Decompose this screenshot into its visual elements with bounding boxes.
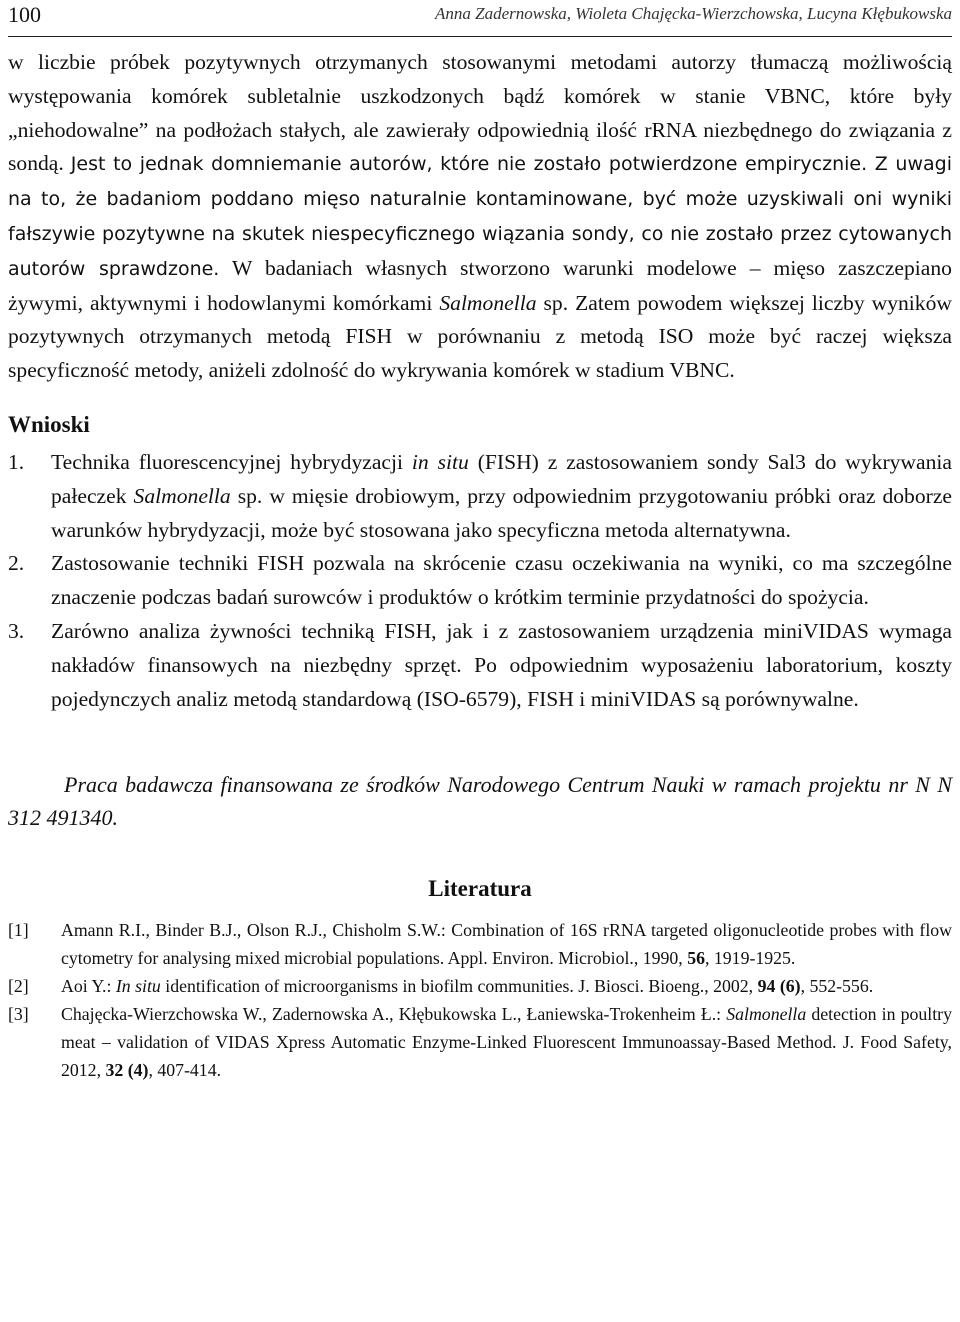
intro-text-1: w liczbie próbek pozytywnych otrzymanych stosowanymi metodami autorzy tłumaczą możliwością występowania komórek subletalnie uszkodzonych bądź komórek w stanie VBNC, które były „niehodowalne” na podłożach stałych, ale zawierały odpowiednią ilość rRNA niezbędnego do związania z sondą. [8,50,952,176]
conclusions-list [8,446,952,716]
page-body [8,46,952,1084]
conclusion-number: 1. [8,449,25,474]
reference-volume: 94 (6) [757,976,801,997]
reference-number: [2] [8,976,29,997]
reference-list [8,916,952,1084]
conclusion-number: 2. [8,551,25,576]
reference-text: detection in poultry meat – validation of VIDAS Xpress Automatic Enzyme-Linked Fluorescent Immunoassay-Based Method. J. Food Safety, 2012, [61,1004,952,1081]
genus-name: Salmonella [439,290,537,315]
intro-text-2: Jest to jednak domniemanie autorów, które nie zostało potwierdzone empirycznie. Z uwagi na to, że badaniom poddano mięso naturalnie kontaminowane, być może uzyskiwali oni wyniki fałszywie pozytywne na skutek niespecyficznego wiązania sondy, co nie zostało przez cytowanych autorów sprawdzone. [8,153,952,280]
conclusion-text: Technika fluorescencyjnej hybrydyzacji [51,449,404,474]
reference-text: identification of microorganisms in biofilm communities. J. Biosci. Bioeng., 2002, [165,976,754,997]
intro-text-3b: sp. Zatem powodem większej liczby wyników pozytywnych otrzymanych metodą FISH w porównaniu z metodą ISO może być raczej większa specyficzność metody, aniżeli zdolność do wykrywania komórek w stadium VBNC. [8,290,952,383]
funding-note: Praca badawcza finansowana ze środków Narodowego Centrum Nauki w ramach projektu nr N N 312 491340. [8,772,952,831]
reference-item [8,916,952,972]
reference-item [8,1000,952,1084]
conclusion-text: Zastosowanie techniki FISH pozwala na skrócenie czasu oczekiwania na wyniki, co ma szczególne znaczenie podczas badań surowców i produktów o krótkim terminie przydatności do spożycia. [51,551,952,610]
reference-text: Aoi Y.: [61,976,112,997]
conclusion-italic: in situ [411,449,469,474]
conclusion-number: 3. [8,618,25,643]
reference-volume: 56 [687,948,705,969]
reference-number: [1] [8,920,29,941]
reference-volume: 32 (4) [105,1060,149,1081]
reference-text: , 407-414. [148,1060,222,1081]
conclusion-item [8,547,952,615]
conclusion-item [8,615,952,716]
running-head: Anna Zadernowska, Wioleta Chajęcka-Wierzchowska, Lucyna Kłębukowska [434,4,952,23]
reference-text: Amann R.I., Binder B.J., Olson R.J., Chisholm S.W.: Combination of 16S rRNA targeted oligonucleotide probes with flow cytometry for analysing mixed microbial populations. Appl. Environ. Microbiol., 1990, [61,920,952,969]
page-number: 100 [8,2,41,27]
intro-paragraph [8,46,952,388]
reference-number: [3] [8,1004,29,1025]
conclusion-text: Zarówno analiza żywności techniką FISH, jak i z zastosowaniem urządzenia miniVIDAS wymaga nakładów finansowych na niezbędny sprzęt. Po odpowiednim wyposażeniu laboratorium, koszty pojedynczych analiz metodą standardową (ISO-6579), FISH i miniVIDAS są porównywalne. [51,618,952,711]
reference-italic: In situ [115,976,161,997]
reference-text: , 1919-1925. [705,948,796,969]
reference-text: , 552-556. [800,976,874,997]
reference-item [8,972,952,1000]
intro-text-3a: W badaniach własnych stworzono warunki modelowe – mięso zaszczepiano żywymi, aktywnymi i hodowlanymi komórkami [8,255,952,315]
reference-text: Chajęcka-Wierzchowska W., Zadernowska A., Kłębukowska L., Łaniewska-Trokenheim Ł.: [61,1004,722,1025]
conclusion-text: (FISH) z zastosowaniem sondy Sal3 do wykrywania pałeczek [51,449,952,508]
conclusion-text: sp. w mięsie drobiowym, przy odpowiednim przygotowaniu próbki oraz doborze warunków hybrydyzacji, może być stosowana jako specyficzna metoda alternatywna. [51,483,952,542]
conclusion-item [8,446,952,547]
literature-heading: Literatura [428,876,532,902]
page-header [8,0,952,37]
conclusion-italic: Salmonella [133,483,231,508]
conclusions-heading: Wnioski [8,411,90,437]
reference-italic: Salmonella [726,1004,807,1025]
